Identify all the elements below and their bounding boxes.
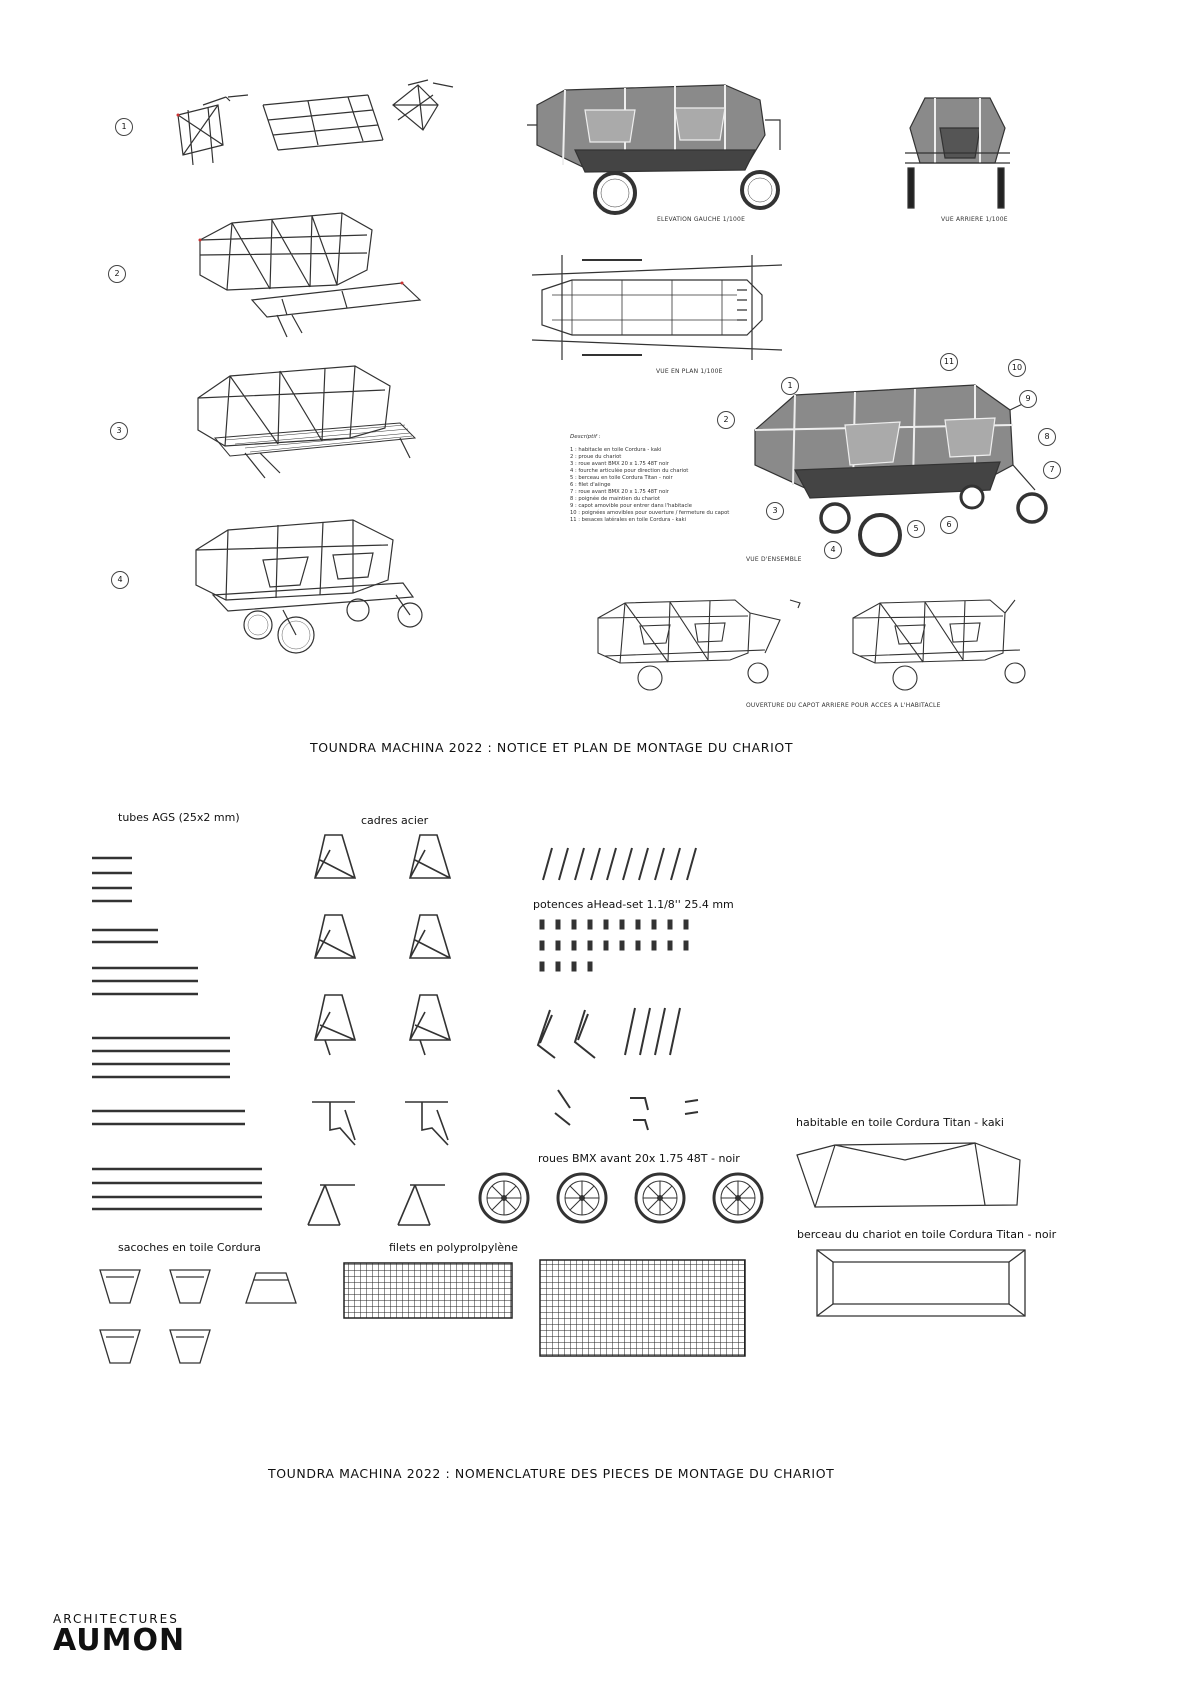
plan-view-caption: VUE EN PLAN 1/100E bbox=[656, 368, 723, 375]
habitacle-drawing bbox=[795, 1140, 1025, 1210]
habitacle-label: habitable en toile Cordura Titan - kaki bbox=[796, 1116, 1004, 1129]
description-item: 8 : poignée de maintien du chariot bbox=[570, 496, 660, 502]
callout-10: 10 bbox=[1008, 359, 1026, 377]
rear-view-drawing bbox=[900, 88, 1015, 213]
stems-label: potences aHead-set 1.1/8'' 25.4 mm bbox=[533, 898, 734, 911]
wheels-drawing bbox=[478, 1172, 768, 1227]
nets-drawing bbox=[342, 1258, 752, 1358]
step-number-1: 1 bbox=[115, 118, 133, 136]
callout-1: 1 bbox=[781, 377, 799, 395]
step-3-net-floor bbox=[190, 358, 430, 488]
assembly-title: TOUNDRA MACHINA 2022 : NOTICE ET PLAN DE MONTAGE DU CHARIOT bbox=[310, 740, 794, 755]
description-item: 5 : berceau en toile Cordura Titan - noir bbox=[570, 475, 673, 481]
callout-2: 2 bbox=[717, 411, 735, 429]
left-elevation-caption: ELEVATION GAUCHE 1/100E bbox=[657, 216, 746, 223]
description-item: 4 : fourche articulée pour direction du chariot bbox=[570, 468, 689, 474]
wheels-label: roues BMX avant 20x 1.75 48T - noir bbox=[538, 1152, 740, 1165]
cradle-drawing bbox=[815, 1248, 1027, 1318]
callout-11: 11 bbox=[940, 353, 958, 371]
description-item: 2 : proue du chariot bbox=[570, 454, 622, 460]
description-block bbox=[570, 434, 729, 524]
callout-7: 7 bbox=[1043, 461, 1061, 479]
callout-5: 5 bbox=[907, 520, 925, 538]
description-item: 9 : capot amovible pour entrer dans l'habitacle bbox=[570, 503, 692, 509]
description-item: 10 : poignées amovibles pour ouverture / fermeture du capot bbox=[570, 510, 730, 516]
step-2-frame-assembly bbox=[192, 205, 432, 340]
callout-3: 3 bbox=[766, 502, 784, 520]
callout-9: 9 bbox=[1019, 390, 1037, 408]
tubes-drawing bbox=[90, 855, 265, 1205]
description-item: 7 : roue avant BMX 20 x 1.75 48T noir bbox=[570, 489, 669, 495]
step-number-2: 2 bbox=[108, 265, 126, 283]
frames-drawing bbox=[300, 830, 460, 1240]
step-1-exploded-frames bbox=[168, 75, 458, 175]
description-item: 6 : filet d'aiinge bbox=[570, 482, 611, 488]
rear-opening-drawing-2 bbox=[845, 598, 1035, 693]
callout-6: 6 bbox=[940, 516, 958, 534]
stem-rods-drawing bbox=[540, 845, 720, 885]
forks-drawing bbox=[530, 1000, 705, 1140]
plan-view-drawing bbox=[522, 250, 797, 365]
rear-view-caption: VUE ARRIERE 1/100E bbox=[941, 216, 1008, 223]
description-heading: Descriptif : bbox=[570, 434, 601, 440]
frames-label: cadres acier bbox=[361, 814, 429, 827]
callout-4: 4 bbox=[824, 541, 842, 559]
rear-opening-caption: OUVERTURE DU CAPOT ARRIERE POUR ACCES A L'HABITACLE bbox=[746, 702, 941, 709]
overview-caption: VUE D'ENSEMBLE bbox=[746, 556, 802, 563]
stems-drawing bbox=[536, 918, 706, 973]
parts-title: TOUNDRA MACHINA 2022 : NOMENCLATURE DES PIECES DE MONTAGE DU CHARIOT bbox=[268, 1466, 835, 1481]
description-item: 1 : habitacle en toile Cordura - kaki bbox=[570, 447, 662, 453]
step-4-wheeled-assembly bbox=[188, 515, 438, 665]
step-number-4: 4 bbox=[111, 571, 129, 589]
callout-8: 8 bbox=[1038, 428, 1056, 446]
bags-label: sacoches en toile Cordura bbox=[118, 1241, 261, 1254]
step-number-3: 3 bbox=[110, 422, 128, 440]
description-item: 11 : besaces latérales en toile Cordura - kaki bbox=[570, 517, 687, 523]
cradle-label: berceau du chariot en toile Cordura Titan - noir bbox=[797, 1228, 1057, 1241]
rear-opening-drawing-1 bbox=[590, 598, 810, 693]
description-item: 3 : roue avant BMX 20 x 1.75 48T noir bbox=[570, 461, 669, 467]
nets-label: filets en polyprolpylène bbox=[389, 1241, 518, 1254]
tubes-label: tubes AGS (25x2 mm) bbox=[118, 811, 240, 824]
logo-subtitle: ARCHITECTURES bbox=[53, 1612, 179, 1626]
bags-drawing bbox=[98, 1265, 298, 1375]
left-elevation-drawing bbox=[525, 80, 795, 215]
logo-wordmark: AUMON bbox=[53, 1623, 186, 1658]
overview-drawing bbox=[735, 370, 1050, 565]
